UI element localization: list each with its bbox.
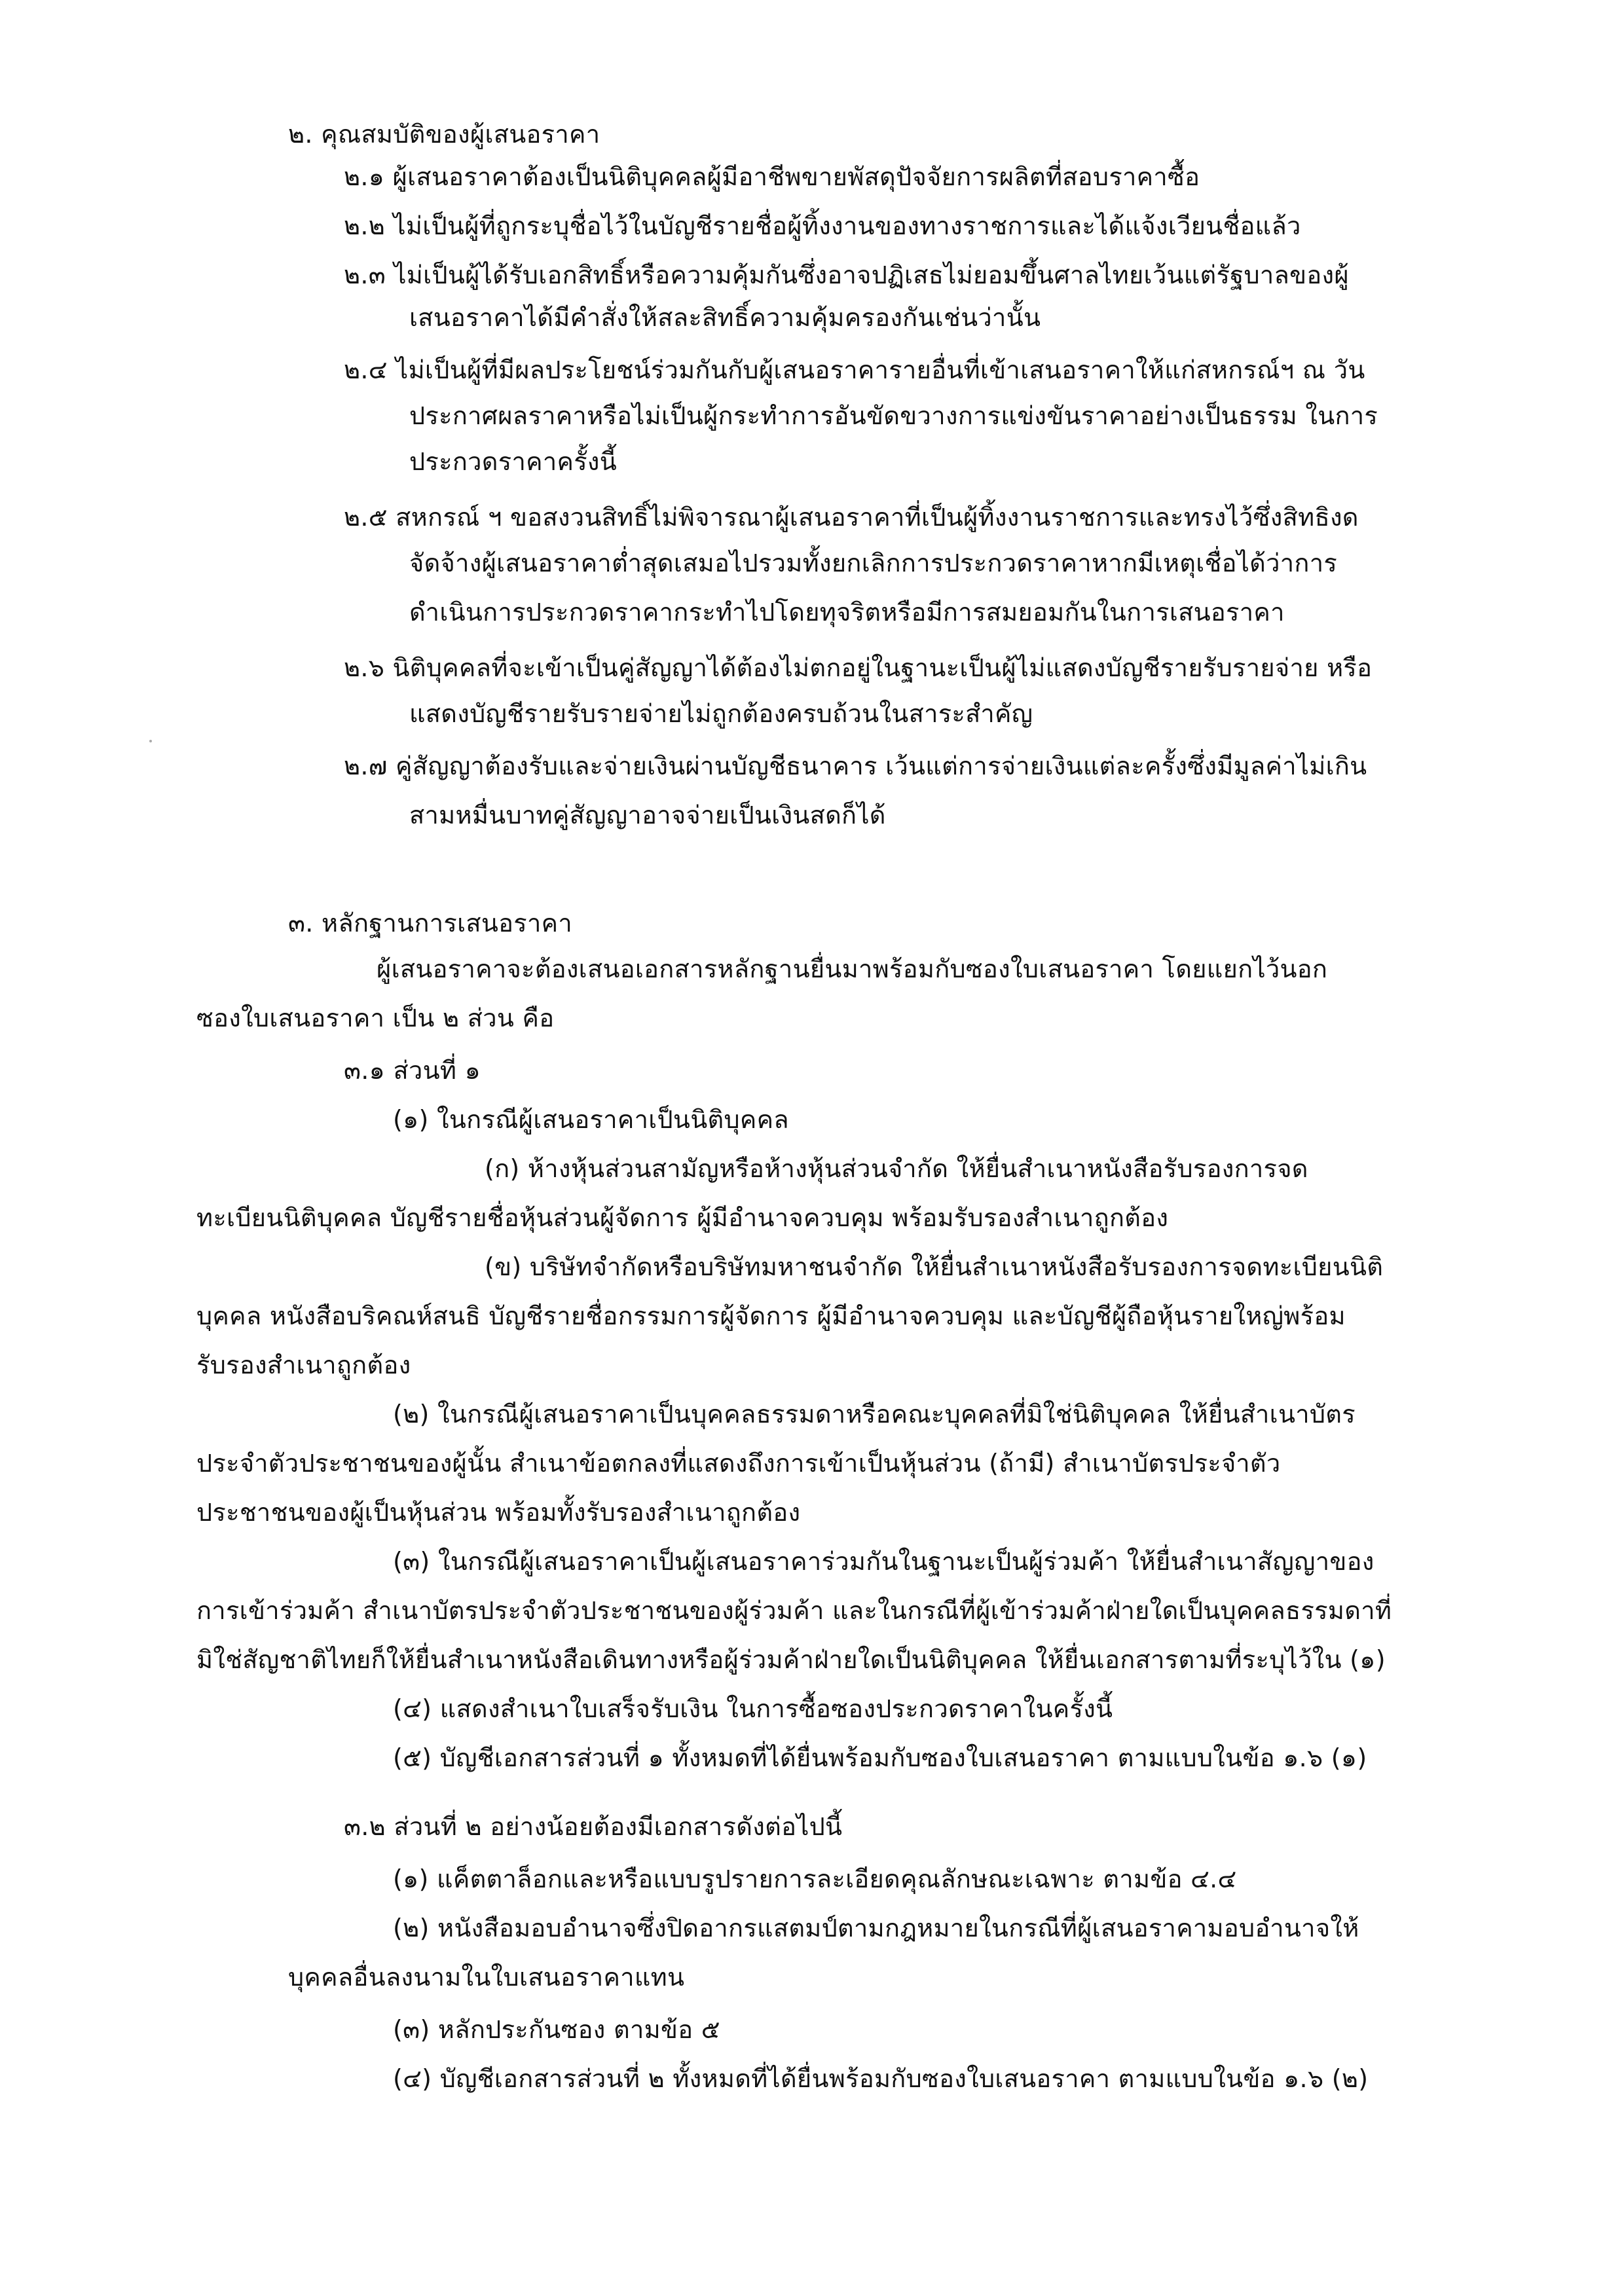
item-2-5-line-2: จัดจ้างผู้เสนอราคาต่ำสุดเสมอไปรวมทั้งยกเลิกการประกวดราคาหากมีเหตุเชื่อได้ว่าการ [409,549,1338,577]
case-3-line-3: มิใช่สัญชาติไทยก็ให้ยื่นสำเนาหนังสือเดินทางหรือผู้ร่วมค้าฝ่ายใดเป็นนิติบุคคล ให้ยื่นเอกสารตามที่ระบุไว้ใน (๑) [196,1645,1386,1674]
case-1b-line-1: (ข) บริษัทจำกัดหรือบริษัทมหาชนจำกัด ให้ยื่นสำเนาหนังสือรับรองการจดทะเบียนนิติ [485,1252,1384,1281]
item-2-2: ๒.๒ ไม่เป็นผู้ที่ถูกระบุชื่อไว้ในบัญชีรายชื่อผู้ทิ้งงานของทางราชการและได้แจ้งเวียนชื่อแล้ว [344,211,1301,240]
case-2-line-3: ประชาชนของผู้เป็นหุ้นส่วน พร้อมทั้งรับรองสำเนาถูกต้อง [196,1498,801,1527]
item-2-6-line-2: แสดงบัญชีรายรับรายจ่ายไม่ถูกต้องครบถ้วนในสาระสำคัญ [409,699,1033,728]
case-1: (๑) ในกรณีผู้เสนอราคาเป็นนิติบุคคล [393,1105,789,1134]
item-2-5-line-1: ๒.๕ สหกรณ์ ฯ ขอสงวนสิทธิ์ไม่พิจารณาผู้เสนอราคาที่เป็นผู้ทิ้งงานราชการและทรงไว้ซึ่งสิทธิงด [344,503,1359,532]
case-5: (๕) บัญชีเอกสารส่วนที่ ๑ ทั้งหมดที่ได้ยื่นพร้อมกับซองใบเสนอราคา ตามแบบในข้อ ๑.๖ (๑) [393,1743,1367,1772]
case-4: (๔) แสดงสำเนาใบเสร็จรับเงิน ในการซื้อซองประกวดราคาในครั้งนี้ [393,1694,1113,1723]
part-1-heading: ๓.๑ ส่วนที่ ๑ [344,1056,481,1085]
item-2-6-line-1: ๒.๖ นิติบุคคลที่จะเข้าเป็นคู่สัญญาได้ต้องไม่ตกอยู่ในฐานะเป็นผู้ไม่แสดงบัญชีรายรับรายจ่าย หรือ [344,653,1373,682]
item-2-4-line-3: ประกวดราคาครั้งนี้ [409,447,618,476]
item-2-5-line-3: ดำเนินการประกวดราคากระทำไปโดยทุจริตหรือมีการสมยอมกันในการเสนอราคา [409,598,1285,627]
item-2-7-line-2: สามหมื่นบาทคู่สัญญาอาจจ่ายเป็นเงินสดก็ได้ [409,801,886,829]
section-2-heading: ๒. คุณสมบัติของผู้เสนอราคา [288,120,600,149]
part-2-item-4: (๔) บัญชีเอกสารส่วนที่ ๒ ทั้งหมดที่ได้ยื่นพร้อมกับซองใบเสนอราคา ตามแบบในข้อ ๑.๖ (๒) [393,2064,1369,2093]
scan-speck [149,740,152,742]
case-3-line-2: การเข้าร่วมค้า สำเนาบัตรประจำตัวประชาชนของผู้ร่วมค้า และในกรณีที่ผู้เข้าร่วมค้าฝ่ายใดเป็นบุคคลธรรมดาที่ [196,1596,1392,1625]
part-2-item-1: (๑) แค็ตตาล็อกและหรือแบบรูปรายการละเอียดคุณลักษณะเฉพาะ ตามข้อ ๔.๔ [393,1865,1237,1893]
section-3-intro-line-1: ผู้เสนอราคาจะต้องเสนอเอกสารหลักฐานยื่นมาพร้อมกับซองใบเสนอราคา โดยแยกไว้นอก [377,955,1328,983]
part-2-item-2-line-2: บุคคลอื่นลงนามในใบเสนอราคาแทน [288,1963,685,1992]
item-2-3-line-2: เสนอราคาได้มีคำสั่งให้สละสิทธิ์ความคุ้มครองกันเช่นว่านั้น [409,303,1041,332]
item-2-3-line-1: ๒.๓ ไม่เป็นผู้ได้รับเอกสิทธิ์หรือความคุ้มกันซึ่งอาจปฏิเสธไม่ยอมขึ้นศาลไทยเว้นแต่รัฐบาลของผู้ [344,261,1349,289]
case-1a-line-2: ทะเบียนนิติบุคคล บัญชีรายชื่อหุ้นส่วนผู้จัดการ ผู้มีอำนาจควบคุม พร้อมรับรองสำเนาถูกต้อง [196,1203,1169,1232]
case-1b-line-3: รับรองสำเนาถูกต้อง [196,1351,411,1379]
case-2-line-1: (๒) ในกรณีผู้เสนอราคาเป็นบุคคลธรรมดาหรือคณะบุคคลที่มิใช่นิติบุคคล ให้ยื่นสำเนาบัตร [393,1400,1356,1429]
part-2-item-2-line-1: (๒) หนังสือมอบอำนาจซึ่งปิดอากรแสตมป์ตามกฎหมายในกรณีที่ผู้เสนอราคามอบอำนาจให้ [393,1914,1359,1942]
part-2-heading: ๓.๒ ส่วนที่ ๒ อย่างน้อยต้องมีเอกสารดังต่อไปนี้ [344,1812,843,1841]
section-3-heading: ๓. หลักฐานการเสนอราคา [288,909,573,938]
case-1b-line-2: บุคคล หนังสือบริคณห์สนธิ บัญชีรายชื่อกรรมการผู้จัดการ ผู้มีอำนาจควบคุม และบัญชีผู้ถือหุ้นรายใหญ่พร้อม [196,1302,1346,1330]
item-2-4-line-1: ๒.๔ ไม่เป็นผู้ที่มีผลประโยชน์ร่วมกันกับผู้เสนอราคารายอื่นที่เข้าเสนอราคาให้แก่สหกรณ์ฯ ณ วัน [344,355,1365,384]
case-1a-line-1: (ก) ห้างหุ้นส่วนสามัญหรือห้างหุ้นส่วนจำกัด ให้ยื่นสำเนาหนังสือรับรองการจด [485,1154,1308,1183]
case-3-line-1: (๓) ในกรณีผู้เสนอราคาเป็นผู้เสนอราคาร่วมกันในฐานะเป็นผู้ร่วมค้า ให้ยื่นสำเนาสัญญาของ [393,1547,1375,1576]
item-2-1: ๒.๑ ผู้เสนอราคาต้องเป็นนิติบุคคลผู้มีอาชีพขายพัสดุปัจจัยการผลิตที่สอบราคาซื้อ [344,162,1200,191]
case-2-line-2: ประจำตัวประชาชนของผู้นั้น สำเนาข้อตกลงที่แสดงถึงการเข้าเป็นหุ้นส่วน (ถ้ามี) สำเนาบัตรประจำตัว [196,1449,1281,1478]
part-2-item-3: (๓) หลักประกันซอง ตามข้อ ๕ [393,2015,720,2044]
section-3-intro-line-2: ซองใบเสนอราคา เป็น ๒ ส่วน คือ [196,1004,555,1032]
item-2-7-line-1: ๒.๗ คู่สัญญาต้องรับและจ่ายเงินผ่านบัญชีธนาคาร เว้นแต่การจ่ายเงินแต่ละครั้งซึ่งมีมูลค่าไม่เกิน [344,752,1367,780]
item-2-4-line-2: ประกาศผลราคาหรือไม่เป็นผู้กระทำการอันขัดขวางการแข่งขันราคาอย่างเป็นธรรม ในการ [409,401,1378,430]
